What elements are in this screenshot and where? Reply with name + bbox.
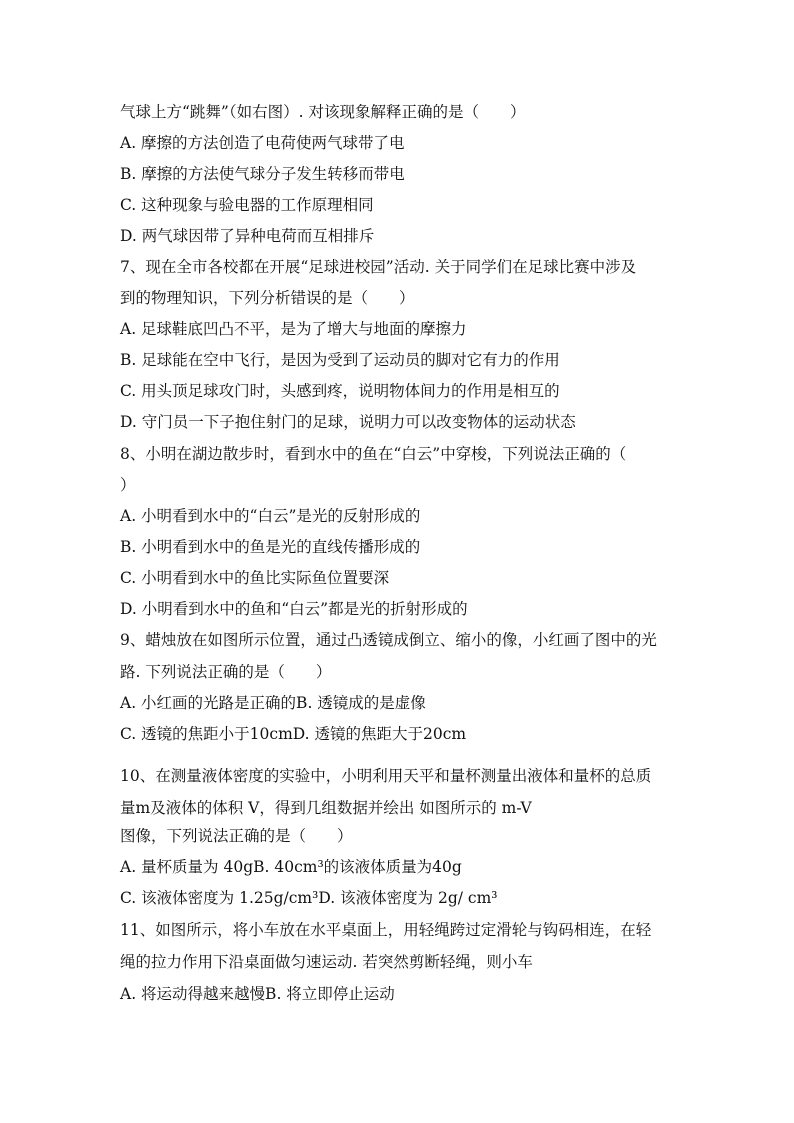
q10-stem-line-3: 图像，下列说法正确的是（ ） [120,827,353,845]
q11-options-ab: A. 将运动得越来越慢B. 将立即停止运动 [120,985,395,1003]
q7-stem-line-1: 7、现在全市各校都在开展“足球进校园”活动. 关于同学们在足球比赛中涉及 [120,258,637,276]
q6-option-d: D. 两气球因带了异种电荷而互相排斥 [120,227,375,245]
q6-stem-line: 气球上方“跳舞”（如右图）. 对该现象解释正确的是（ ） [120,103,526,121]
q7-option-b: B. 足球能在空中飞行，是因为受到了运动员的脚对它有力的作用 [120,351,560,369]
q10-options-cd: C. 该液体密度为 1.25g/cm³D. 该液体密度为 2g/ cm³ [120,889,498,907]
q10-options-ab: A. 量杯质量为 40gB. 40cm³的该液体质量为40g [120,858,462,876]
q10-stem-line-2: 量m及液体的体积 V，得到几组数据并绘出 如图所示的 m-V [120,799,532,817]
q8-option-d: D. 小明看到水中的鱼和“白云”都是光的折射形成的 [120,600,468,618]
q7-option-c: C. 用头顶足球攻门时，头感到疼，说明物体间力的作用是相互的 [120,382,560,400]
q8-option-c: C. 小明看到水中的鱼比实际鱼位置要深 [120,569,390,587]
q9-stem-line-2: 路. 下列说法正确的是（ ） [120,663,332,681]
q9-options-cd: C. 透镜的焦距小于10cmD. 透镜的焦距大于20cm [120,725,467,743]
q7-option-d: D. 守门员一下子抱住射门的足球，说明力可以改变物体的运动状态 [120,413,576,431]
q8-option-a: A. 小明看到水中的“白云”是光的反射形成的 [120,507,421,525]
q6-option-b: B. 摩擦的方法使气球分子发生转移而带电 [120,165,405,183]
q10-stem-line-1: 10、在测量液体密度的实验中，小明利用天平和量杯测量出液体和量杯的总质 [120,767,652,785]
q7-option-a: A. 足球鞋底凹凸不平，是为了增大与地面的摩擦力 [120,320,467,338]
q9-stem-line-1: 9、蜡烛放在如图所示位置，通过凸透镜成倒立、缩小的像，小红画了图中的光 [120,631,657,649]
q11-stem-line-1: 11、如图所示，将小车放在水平桌面上，用轻绳跨过定滑轮与钩码相连，在轻 [120,921,652,939]
q6-option-a: A. 摩擦的方法创造了电荷使两气球带了电 [120,134,405,152]
q7-stem-line-2: 到的物理知识，下列分析错误的是（ ） [120,289,415,307]
q6-option-c: C. 这种现象与验电器的工作原理相同 [120,196,374,214]
q11-stem-line-2: 绳的拉力作用下沿桌面做匀速运动. 若突然剪断轻绳，则小车 [120,953,533,971]
q8-stem-line-2: ） [120,476,136,494]
q9-options-ab: A. 小红画的光路是正确的B. 透镜成的是虚像 [120,694,426,712]
q8-option-b: B. 小明看到水中的鱼是光的直线传播形成的 [120,538,421,556]
q8-stem-line-1: 8、小明在湖边散步时，看到水中的鱼在“白云”中穿梭，下列说法正确的（ [120,445,627,463]
